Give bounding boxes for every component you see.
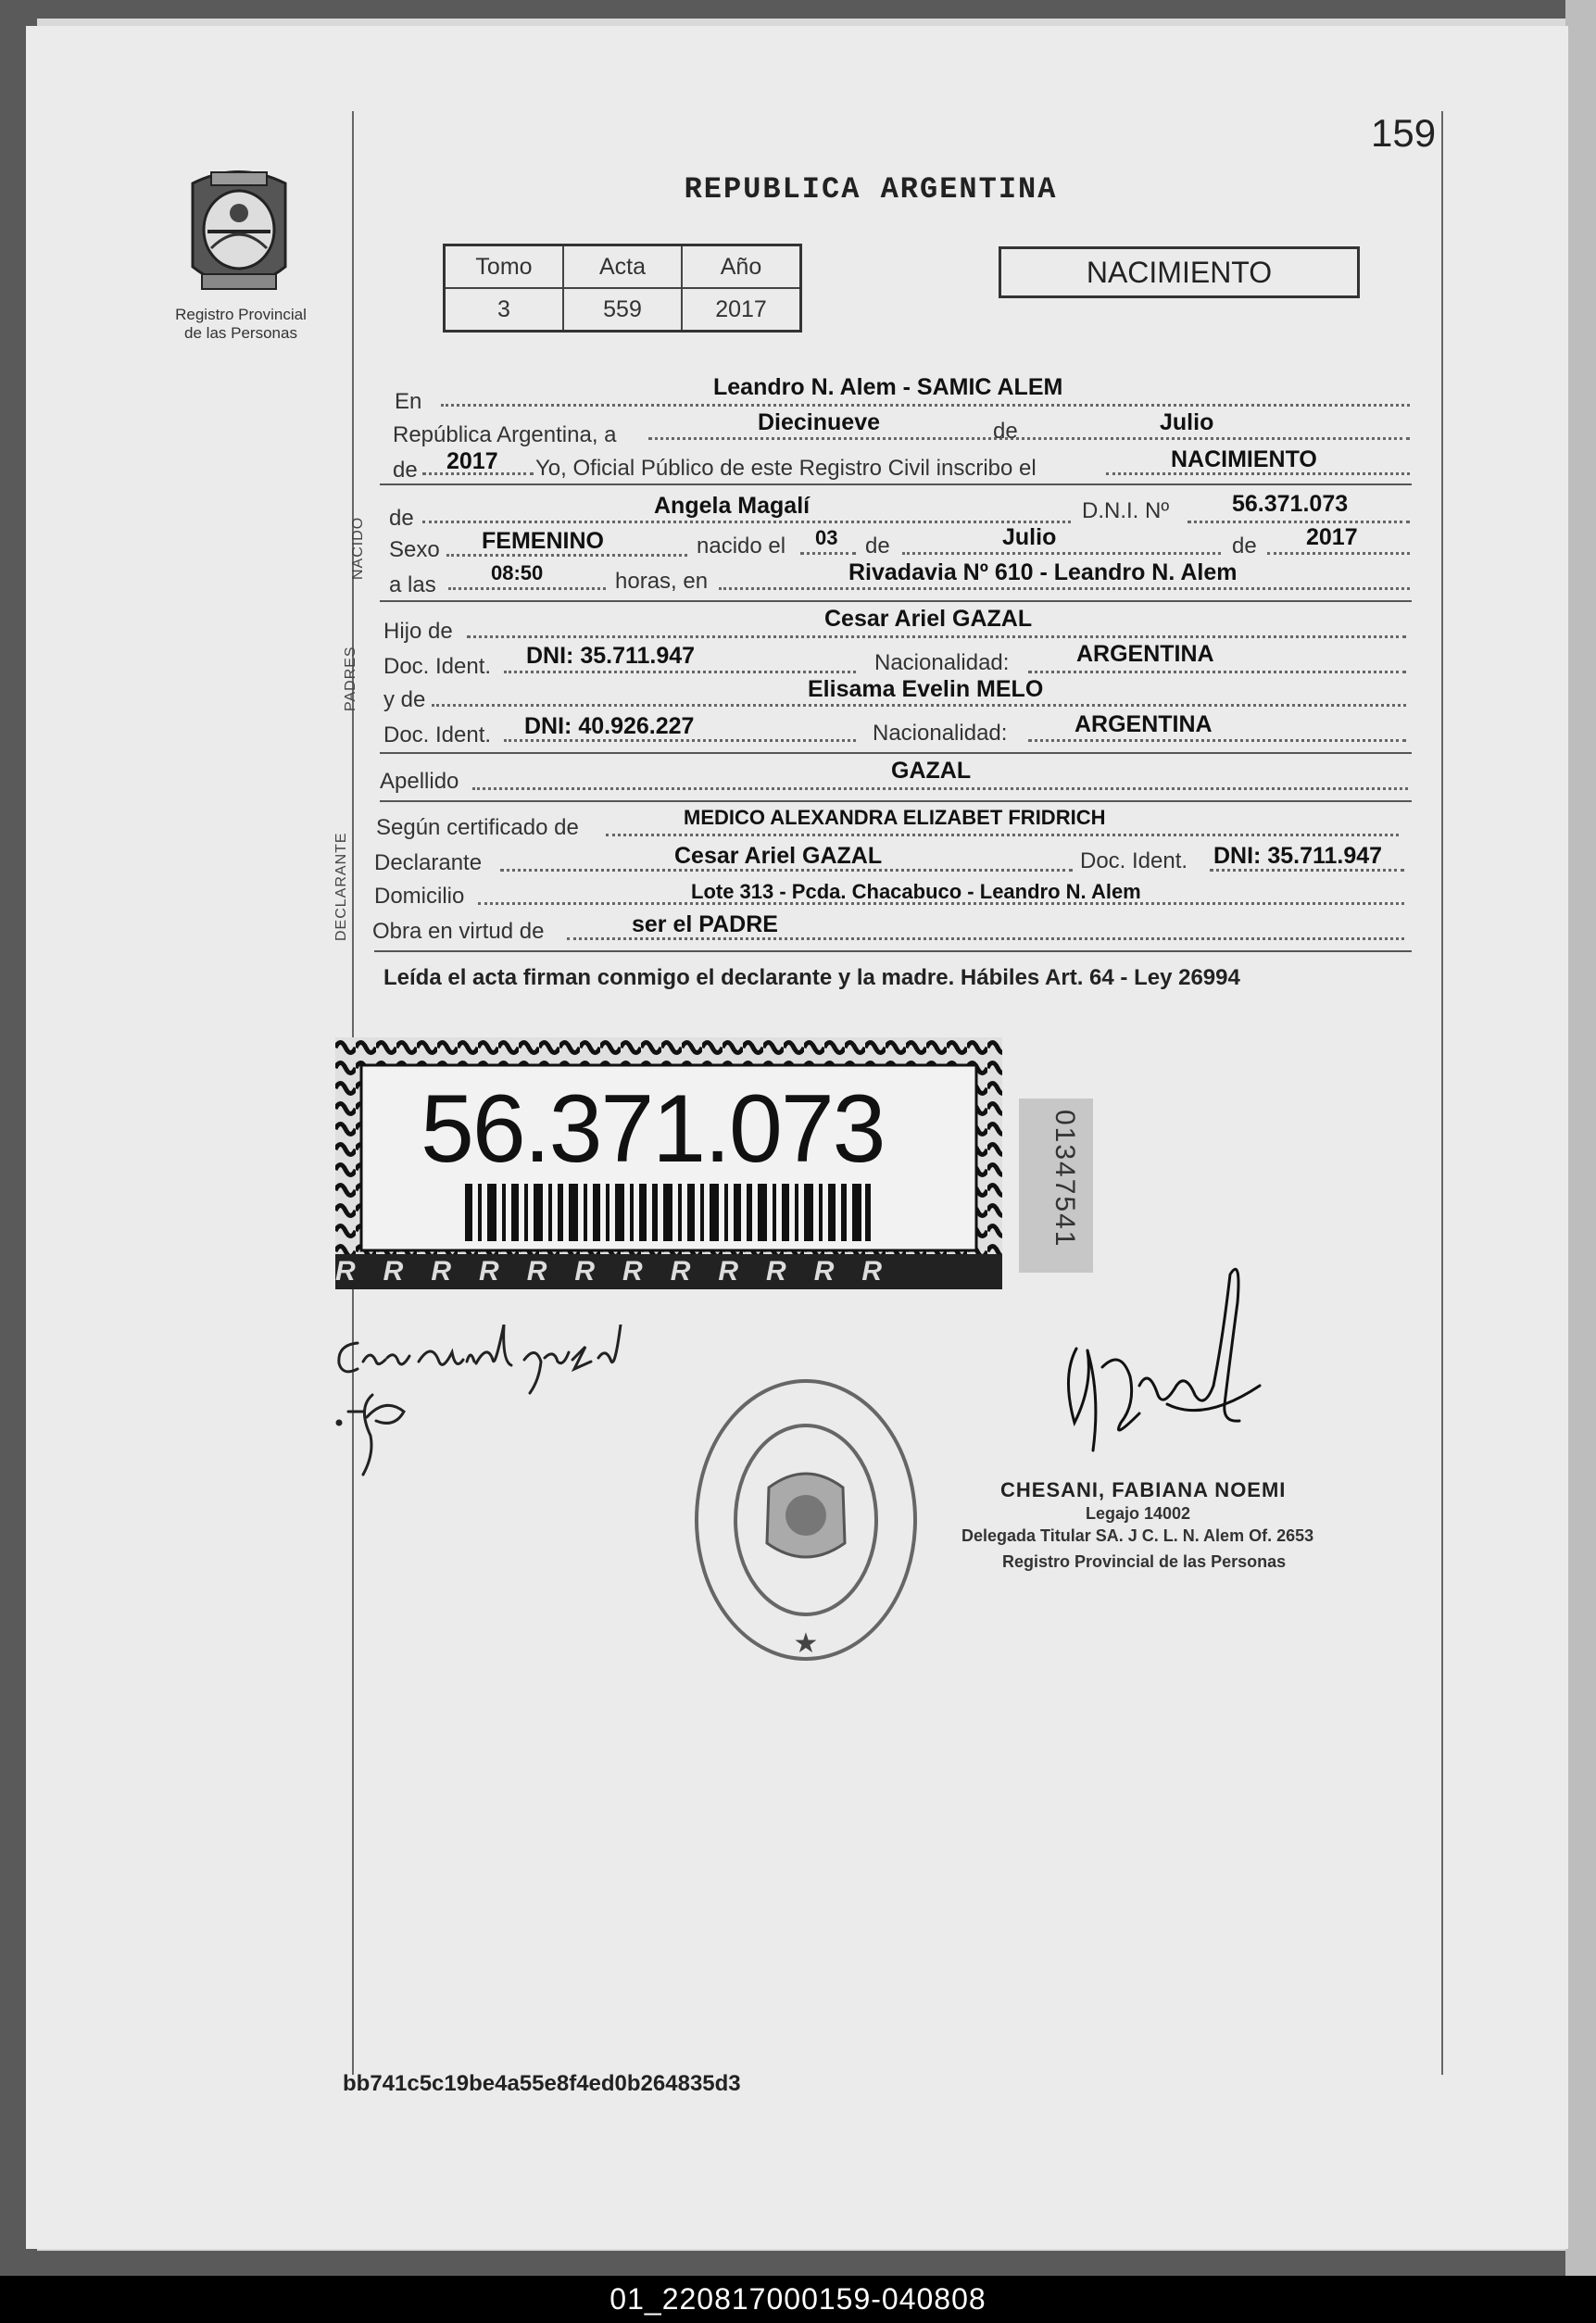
sexo-value: FEMENINO (482, 528, 604, 554)
official-cargo: Delegada Titular SA. J C. L. N. Alem Of. 2653 (961, 1526, 1314, 1545)
dotted-line (448, 587, 606, 590)
dotted-line (1267, 552, 1410, 555)
table-value-acta: 559 (563, 288, 682, 332)
barcode (465, 1184, 873, 1241)
section-label-declarante: DECLARANTE (333, 832, 349, 941)
apellido-value: GAZAL (891, 758, 972, 784)
republica-label: República Argentina, a (393, 422, 617, 447)
day-words: Diecinueve (758, 409, 881, 435)
hora-value: 08:50 (491, 561, 544, 584)
certificado-label: Según certificado de (376, 815, 579, 840)
section-divider (380, 752, 1412, 754)
month-value: Julio (1160, 409, 1214, 435)
sexo-label: Sexo (389, 537, 440, 562)
logo-text-line2: de las Personas (184, 324, 297, 342)
id-number: 56.371.073 (421, 1075, 885, 1183)
document-hash: bb741c5c19be4a55e8f4ed0b264835d3 (343, 2071, 741, 2096)
dotted-line (504, 671, 856, 673)
declarante-signature (330, 1325, 654, 1491)
padre-value: Cesar Ariel GAZAL (824, 606, 1033, 632)
certificado-value: MEDICO ALEXANDRA ELIZABET FRIDRICH (684, 806, 1106, 829)
madre-value: Elisama Evelin MELO (808, 676, 1044, 702)
nacionalidad-label: Nacionalidad: (874, 650, 1010, 675)
nombre-value: Angela Magalí (654, 493, 811, 519)
dotted-line (606, 834, 1399, 836)
section-label-nacido: NACIDO (350, 516, 366, 580)
dotted-line (1028, 671, 1406, 673)
obra-label: Obra en virtud de (372, 919, 545, 944)
page-number: 159 (1371, 111, 1437, 155)
declarante-doc-value: DNI: 35.711.947 (1213, 843, 1383, 869)
declarante-value: Cesar Ariel GAZAL (674, 843, 883, 869)
pattern-char: R (335, 1256, 383, 1287)
pattern-char: R (574, 1256, 623, 1287)
nacionalidad-label: Nacionalidad: (873, 721, 1008, 746)
section-divider (380, 483, 1412, 485)
lugar-value: Rivadavia Nº 610 - Leandro N. Alem (848, 559, 1238, 585)
id-label-sticker (335, 1037, 1002, 1289)
province-seal-icon (174, 165, 304, 304)
pattern-char: R (766, 1256, 814, 1287)
section-divider (380, 800, 1412, 802)
pattern-char: R (670, 1256, 719, 1287)
apellido-label: Apellido (380, 769, 459, 794)
dotted-line (648, 437, 1410, 440)
de-label: de (389, 506, 414, 531)
file-name: 01_220817000159-040808 (609, 2282, 987, 2316)
svg-text:★: ★ (793, 1627, 819, 1660)
logo-text-line1: Registro Provincial (175, 306, 307, 323)
en-value: Leandro N. Alem - SAMIC ALEM (713, 374, 1063, 400)
padre-doc-value: DNI: 35.711.947 (526, 643, 696, 669)
official-name: CHESANI, FABIANA NOEMI (1000, 1478, 1287, 1501)
obra-value: ser el PADRE (632, 911, 778, 937)
pattern-char: R (431, 1256, 480, 1287)
pattern-char: R (622, 1256, 671, 1287)
control-number: 01347541 (1049, 1110, 1080, 1249)
oficial-text: Yo, Oficial Público de este Registro Civil inscribo el (535, 456, 1037, 481)
dotted-line (472, 787, 1408, 790)
domicilio-value: Lote 313 - Pcda. Chacabuco - Leandro N. Alem (691, 880, 1141, 903)
de-label: de (393, 458, 418, 483)
y-de-label: y de (383, 687, 426, 712)
legal-text: Leída el acta firman conmigo el declarante y la madre. Hábiles Art. 64 - Ley 26994 (383, 965, 1240, 990)
dotted-line (902, 552, 1221, 555)
dotted-line (800, 552, 856, 555)
official-registro: Registro Provincial de las Personas (1002, 1552, 1287, 1571)
dotted-line (1188, 521, 1410, 523)
birth-day: 03 (815, 526, 838, 549)
table-value-ano: 2017 (682, 288, 801, 332)
nacido-el-label: nacido el (697, 534, 786, 559)
pattern-char: R (718, 1256, 767, 1287)
horas-en-label: horas, en (615, 569, 709, 594)
hijo-de-label: Hijo de (383, 619, 453, 644)
right-margin-line (1441, 111, 1443, 2075)
madre-nac-value: ARGENTINA (1074, 711, 1213, 737)
doc-ident-label: Doc. Ident. (1080, 848, 1188, 873)
pattern-char: R (479, 1256, 527, 1287)
table-header-ano: Año (682, 245, 801, 289)
page-edge (1565, 0, 1596, 2279)
official-signature (1056, 1247, 1278, 1476)
record-type-box: NACIMIENTO (999, 246, 1360, 298)
dotted-line (467, 635, 1406, 638)
dotted-line (422, 521, 1071, 523)
year-value: 2017 (446, 448, 498, 474)
label-pattern-text (335, 1254, 1002, 1289)
pattern-char: R (526, 1256, 575, 1287)
de-label: de (865, 534, 890, 559)
pattern-char: R (813, 1256, 862, 1287)
declarante-label: Declarante (374, 850, 483, 875)
de-label: de (993, 419, 1018, 444)
de-label: de (1232, 534, 1257, 559)
official-legajo: Legajo 14002 (1086, 1504, 1191, 1523)
madre-doc-value: DNI: 40.926.227 (524, 713, 695, 739)
section-divider (380, 600, 1412, 602)
pattern-char: R (861, 1256, 911, 1287)
pattern-char: R (383, 1256, 432, 1287)
dotted-line (432, 704, 1406, 707)
registry-logo-text (148, 306, 333, 343)
en-label: En (395, 389, 422, 414)
dni-label: D.N.I. Nº (1082, 498, 1170, 523)
dotted-line (719, 587, 1410, 590)
doc-ident-label: Doc. Ident. (383, 722, 492, 747)
dotted-line (1028, 739, 1406, 742)
section-divider (374, 950, 1412, 952)
section-label-padres: PADRES (343, 646, 358, 711)
inscribo-value: NACIMIENTO (1171, 446, 1317, 472)
register-table (443, 244, 802, 333)
dotted-line (441, 404, 1410, 407)
birth-month: Julio (1002, 524, 1057, 550)
official-stamp (685, 1367, 926, 1673)
birth-year: 2017 (1306, 524, 1358, 550)
padre-nac-value: ARGENTINA (1076, 641, 1214, 667)
dni-value: 56.371.073 (1232, 491, 1349, 517)
document-title: REPUBLICA ARGENTINA (684, 172, 1058, 207)
table-header-tomo: Tomo (445, 245, 564, 289)
table-value-tomo: 3 (445, 288, 564, 332)
doc-ident-label: Doc. Ident. (383, 654, 492, 679)
table-header-acta: Acta (563, 245, 682, 289)
a-las-label: a las (389, 572, 436, 597)
domicilio-label: Domicilio (374, 884, 465, 909)
